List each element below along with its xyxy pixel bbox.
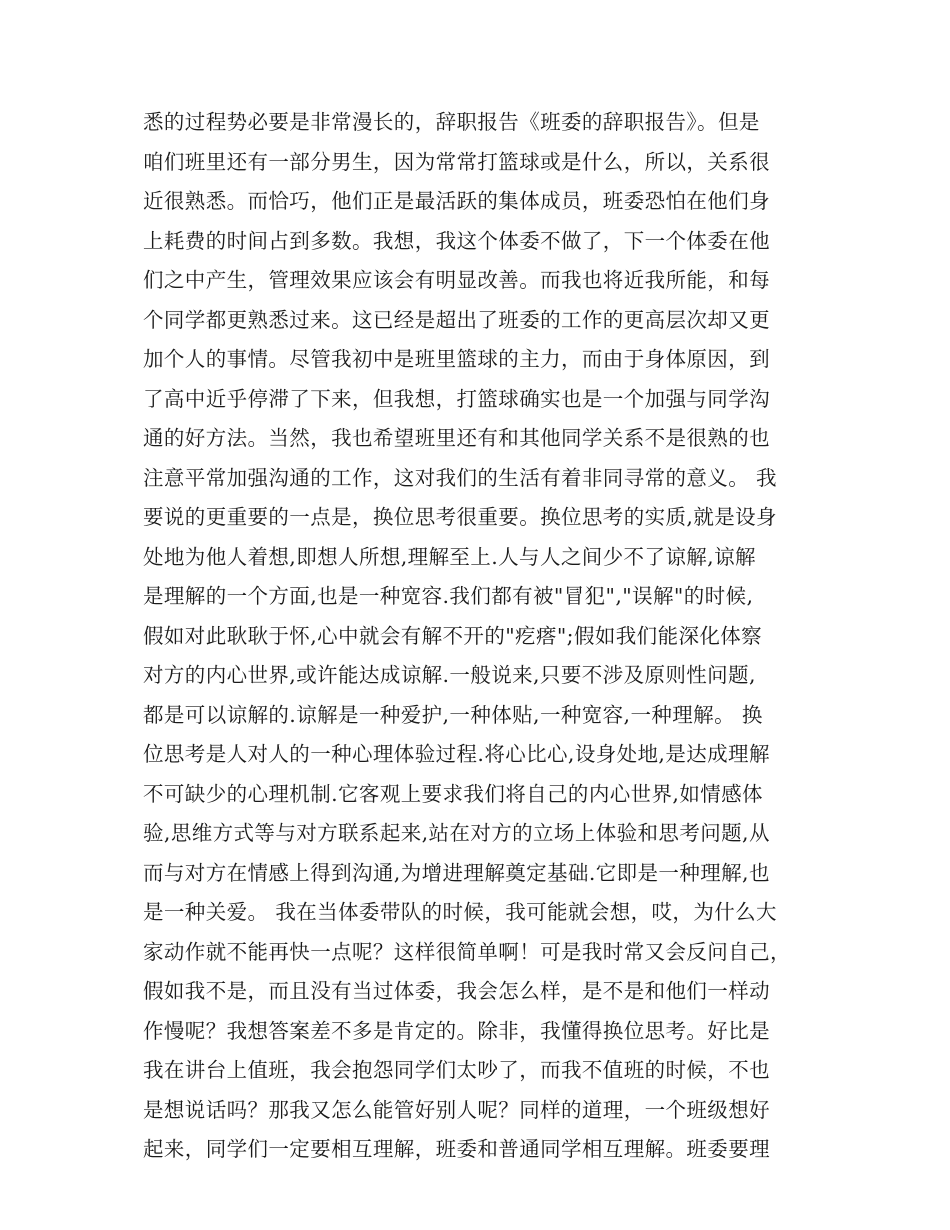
text-line: 家动作就不能再快一点呢？这样很简单啊！可是我时常又会反问自己， <box>143 939 791 964</box>
text-line: 假如对此耿耿于怀,心中就会有解不开的"疙瘩";假如我们能深化体察 <box>143 623 763 648</box>
text-line: 通的好方法。当然，我也希望班里还有和其他同学关系不是很熟的也 <box>143 426 770 450</box>
text-line: 位思考是人对人的一种心理体验过程.将心比心,设身处地,是达成理解 <box>143 742 770 766</box>
text-line: 我在讲台上值班，我会抱怨同学们太吵了，而我不值班的时候，不也 <box>143 1058 770 1082</box>
text-line: 近很熟悉。而恰巧，他们正是最活跃的集体成员，班委恐怕在他们身 <box>143 189 770 213</box>
text-line: 不可缺少的心理机制.它客观上要求我们将自己的内心世界,如情感体 <box>143 781 763 806</box>
text-line: 假如我不是，而且没有当过体委，我会怎么样，是不是和他们一样动 <box>143 979 770 1003</box>
text-line: 悉的过程势必要是非常漫长的，辞职报告《班委的辞职报告》。但是 <box>143 110 760 134</box>
text-line: 注意平常加强沟通的工作，这对我们的生活有着非同寻常的意义。 我 <box>143 465 777 490</box>
text-line: 上耗费的时间占到多数。我想，我这个体委不做了，下一个体委在他 <box>143 228 770 253</box>
text-line: 是一种关爱。 我在当体委带队的时候，我可能就会想，哎，为什么大 <box>143 900 777 924</box>
text-line: 对方的内心世界,或许能达成谅解.一般说来,只要不涉及原则性问题, <box>143 663 756 687</box>
text-line: 是想说话吗？那我又怎么能管好别人呢？同样的道理，一个班级想好 <box>143 1097 770 1122</box>
text-line: 们之中产生，管理效果应该会有明显改善。而我也将近我所能，和每 <box>143 268 770 292</box>
text-line: 处地为他人着想,即想人所想,理解至上.人与人之间少不了谅解,谅解 <box>143 544 756 569</box>
text-line: 要说的更重要的一点是，换位思考很重要。换位思考的实质,就是设身 <box>143 505 777 529</box>
text-line: 起来，同学们一定要相互理解，班委和普通同学相互理解。班委要理 <box>143 1137 770 1161</box>
body-text <box>143 103 808 1170</box>
text-line: 作慢呢？我想答案差不多是肯定的。除非，我懂得换位思考。好比是 <box>143 1018 770 1043</box>
text-line: 加个人的事情。尽管我初中是班里篮球的主力，而由于身体原因，到 <box>143 347 770 371</box>
text-line: 是理解的一个方面,也是一种宽容.我们都有被"冒犯","误解"的时候, <box>143 584 754 608</box>
text-line: 验,思维方式等与对方联系起来,站在对方的立场上体验和思考问题,从 <box>143 821 770 845</box>
text-line: 了高中近乎停滞了下来，但我想，打篮球确实也是一个加强与同学沟 <box>143 386 770 411</box>
text-line: 咱们班里还有一部分男生，因为常常打篮球或是什么，所以，关系很 <box>143 149 770 174</box>
text-line: 都是可以谅解的.谅解是一种爱护,一种体贴,一种宽容,一种理解。 换 <box>143 702 763 727</box>
text-line: 而与对方在情感上得到沟通,为增进理解奠定基础.它即是一种理解,也 <box>143 860 770 885</box>
text-line: 个同学都更熟悉过来。这已经是超出了班委的工作的更高层次却又更 <box>143 307 770 332</box>
